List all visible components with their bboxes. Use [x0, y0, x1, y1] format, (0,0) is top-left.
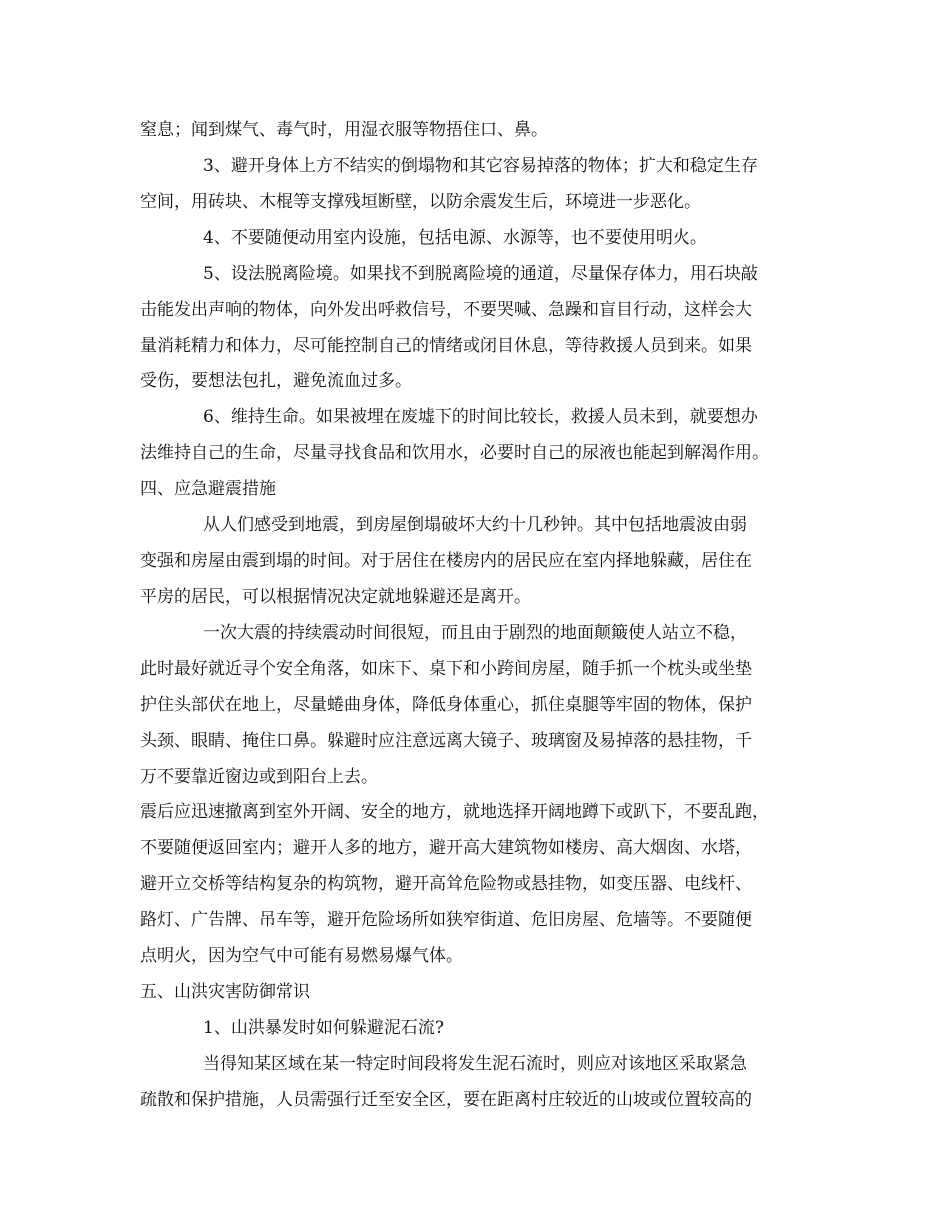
- text-line: 护住头部伏在地上，尽量蜷曲身体，降低身体重心，抓住桌腿等牢固的物体，保护: [140, 695, 752, 715]
- text-line: 6、维持生命。如果被埋在废墟下的时间比较长，救援人员未到，就要想办: [203, 407, 758, 427]
- text-line: 不要随便返回室内；避开人多的地方，避开高大建筑物如楼房、高大烟囱、水塔，: [140, 838, 752, 858]
- text-line: 点明火，因为空气中可能有易燃易爆气体。: [140, 946, 463, 966]
- text-line: 路灯、广告牌、吊车等，避开危险场所如狭窄街道、危旧房屋、危墙等。不要随便: [140, 910, 752, 930]
- text-line: 一次大震的持续震动时间很短，而且由于剧烈的地面颠簸使人站立不稳，: [203, 623, 747, 643]
- text-line: 4、不要随便动用室内设施，包括电源、水源等，也不要使用明火。: [203, 228, 707, 248]
- text-line: 变强和房屋由震到塌的时间。对于居住在楼房内的居民应在室内择地躲藏，居住在: [140, 551, 752, 571]
- text-line: 头颈、眼睛、掩住口鼻。躲避时应注意远离大镜子、玻璃窗及易掉落的悬挂物，千: [140, 731, 752, 751]
- text-line: 空间，用砖块、木棍等支撑残垣断壁，以防余震发生后，环境进一步恶化。: [140, 192, 701, 212]
- text-line: 法维持自己的生命，尽量寻找食品和饮用水，必要时自己的尿液也能起到解渴作用。: [140, 443, 769, 463]
- text-line: 当得知某区域在某一特定时间段将发生泥石流时，则应对该地区采取紧急: [203, 1054, 747, 1074]
- text-line: 3、避开身体上方不结实的倒塌物和其它容易掉落的物体；扩大和稳定生存: [203, 156, 758, 176]
- text-line: 从人们感受到地震，到房屋倒塌破坏大约十几秒钟。其中包括地震波由弱: [203, 515, 747, 535]
- section-heading: 四、应急避震措施: [140, 479, 276, 499]
- subsection-heading: 1、山洪暴发时如何躲避泥石流?: [203, 1018, 444, 1038]
- text-line: 受伤，要想法包扎，避免流血过多。: [140, 371, 412, 391]
- text-line: 击能发出声响的物体，向外发出呼救信号，不要哭喊、急躁和盲目行动，这样会大: [140, 300, 752, 320]
- text-line: 量消耗精力和体力，尽可能控制自己的情绪或闭目休息，等待救援人员到来。如果: [140, 336, 752, 356]
- text-line: 此时最好就近寻个安全角落，如床下、桌下和小跨间房屋，随手抓一个枕头或坐垫: [140, 659, 752, 679]
- text-line: 避开立交桥等结构复杂的构筑物，避开高耸危险物或悬挂物，如变压器、电线杆、: [140, 874, 752, 894]
- text-line: 万不要靠近窗边或到阳台上去。: [140, 767, 378, 787]
- text-line: 疏散和保护措施，人员需强行迁至安全区，要在距离村庄较近的山坡或位置较高的: [140, 1090, 752, 1110]
- text-line: 平房的居民，可以根据情况决定就地躲避还是离开。: [140, 587, 531, 607]
- text-line: 窒息；闻到煤气、毒气时，用湿衣服等物捂住口、鼻。: [140, 120, 548, 140]
- section-heading: 五、山洪灾害防御常识: [140, 982, 310, 1002]
- text-line: 5、设法脱离险境。如果找不到脱离险境的通道，尽量保存体力，用石块敲: [203, 264, 758, 284]
- text-line: 震后应迅速撤离到室外开阔、安全的地方，就地选择开阔地蹲下或趴下，不要乱跑，: [140, 802, 769, 822]
